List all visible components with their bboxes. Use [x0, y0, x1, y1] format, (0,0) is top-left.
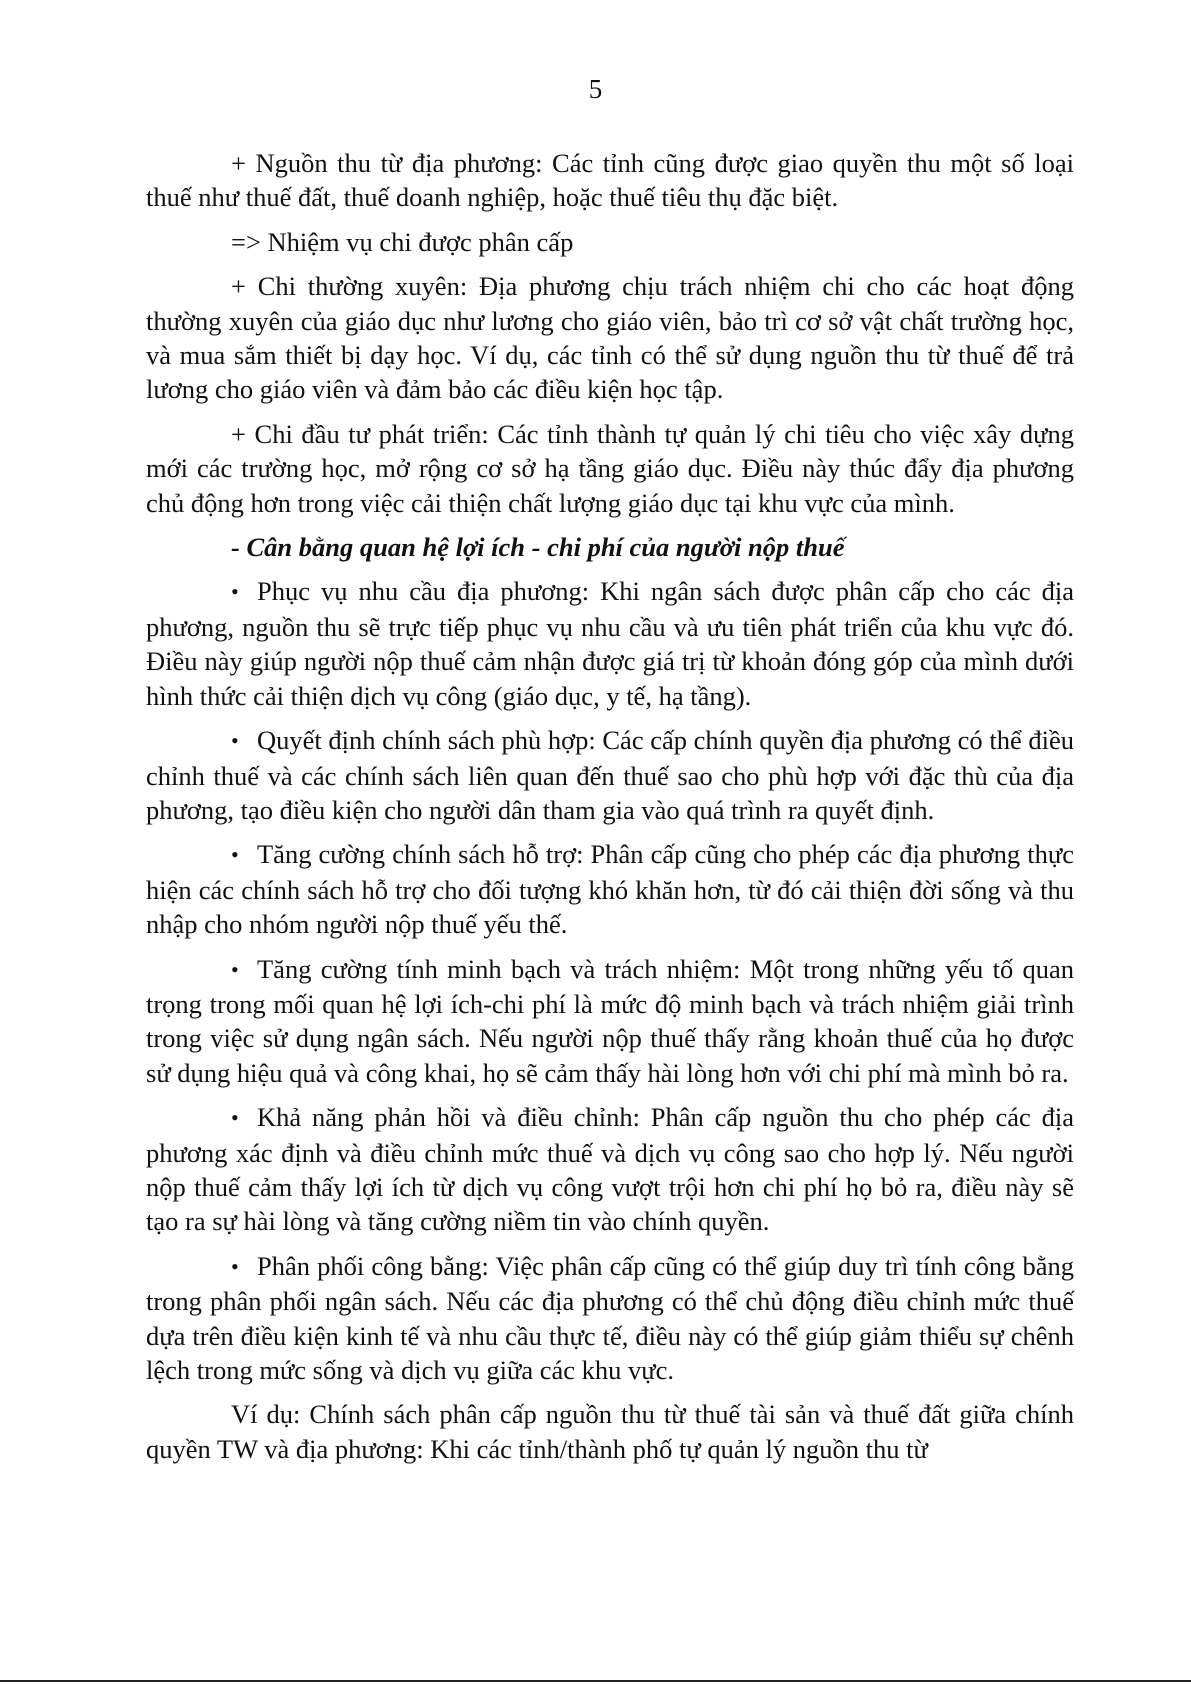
bullet-text: Quyết định chính sách phù hợp: Các cấp chính quyền địa phương có thể điều chỉnh thuế và các chính sách liên quan đến thuế sao cho phù hợp với đặc thù của địa phương, tạo điều kiện cho người dân tham gia vào quá trình ra quyết định. [146, 725, 1074, 825]
page-number: 5 [588, 74, 603, 104]
bullet-icon: • [231, 579, 239, 605]
bullet-icon: • [231, 1105, 239, 1131]
bullet-text: Tăng cường tính minh bạch và trách nhiệm: Một trong những yếu tố quan trọng trong mối quan hệ lợi ích-chi phí là mức độ minh bạch và trách nhiệm giải trình trong việc sử dụng ngân sách. Nếu người nộp thuế thấy rằng khoản thuế của họ được sử dụng hiệu quả và công khai, họ sẽ cảm thấy hài lòng hơn với chi phí mà mình bỏ ra. [146, 953, 1074, 1088]
paragraph-local-revenue: + Nguồn thu từ địa phương: Các tỉnh cũng được giao quyền thu một số loại thuế như thuế đất, thuế doanh nghiệp, hoặc thuế tiêu thụ đặc biệt. [146, 148, 1074, 213]
body-text [146, 146, 1074, 1476]
bullet-text: Khả năng phản hồi và điều chỉnh: Phân cấp nguồn thu cho phép các địa phương xác định và điều chỉnh mức thuế và dịch vụ công sao cho hợp lý. Nếu người nộp thuế cảm thấy lợi ích từ dịch vụ công vượt trội hơn chi phí họ bỏ ra, điều này sẽ tạo ra sự hài lòng và tăng cường niềm tin vào chính quyền. [146, 1102, 1074, 1237]
bullet-icon: • [231, 1253, 239, 1279]
paragraph-example: Ví dụ: Chính sách phân cấp nguồn thu từ thuế tài sản và thuế đất giữa chính quyền TW và địa phương: Khi các tỉnh/thành phố tự quản lý nguồn thu từ [146, 1399, 1074, 1464]
bullet-text: Phân phối công bằng: Việc phân cấp cũng có thể giúp duy trì tính công bằng trong phân phối ngân sách. Nếu các địa phương có thể chủ động điều chỉnh mức thuế dựa trên điều kiện kinh tế và nhu cầu thực tế, điều này có thể giúp giảm thiểu sự chênh lệch trong mức sống và dịch vụ giữa các khu vực. [146, 1250, 1074, 1385]
paragraph-recurrent-spending: + Chi thường xuyên: Địa phương chịu trách nhiệm chi cho các hoạt động thường xuyên của giáo dục như lương cho giáo viên, bảo trì cơ sở vật chất trường học, và mua sắm thiết bị dạy học. Ví dụ, các tỉnh có thể sử dụng nguồn thu từ thuế để trả lương cho giáo viên và đảm bảo các điều kiện học tập. [146, 271, 1074, 405]
bullet-text: Phục vụ nhu cầu địa phương: Khi ngân sách được phân cấp cho các địa phương, nguồn thu sẽ trực tiếp phục vụ nhu cầu và ưu tiên phát triển của khu vực đó. Điều này giúp người nộp thuế cảm nhận được giá trị từ khoản đóng góp của mình dưới hình thức cải thiện dịch vụ công (giáo dục, y tế, hạ tầng). [146, 576, 1074, 711]
bullet-text: Tăng cường chính sách hỗ trợ: Phân cấp cũng cho phép các địa phương thực hiện các chính sách hỗ trợ cho đối tượng khó khăn hơn, từ đó cải thiện đời sống và thu nhập cho nhóm người nộp thuế yếu thế. [146, 839, 1074, 940]
paragraph-spending-decentralized: => Nhiệm vụ chi được phân cấp [231, 226, 574, 257]
paragraph-development-investment: + Chi đầu tư phát triển: Các tỉnh thành tự quản lý chi tiêu cho việc xây dựng mới các trường học, mở rộng cơ sở hạ tầng giáo dục. Điều này thúc đẩy địa phương chủ động hơn trong việc cải thiện chất lượng giáo dục tại khu vực của mình. [146, 418, 1074, 518]
bullet-item-policy-decision [146, 723, 1074, 827]
bullet-icon: • [231, 956, 239, 982]
bullet-item-responsiveness [146, 1100, 1074, 1239]
bullet-item-transparency [146, 952, 1074, 1091]
bullet-icon: • [231, 728, 239, 754]
bottom-divider [0, 1680, 1191, 1682]
bullet-icon: • [231, 842, 239, 868]
bullet-item-local-needs [146, 574, 1074, 713]
bullet-item-support-policy [146, 837, 1074, 941]
bullet-item-fair-distribution [146, 1249, 1074, 1388]
section-heading: - Cân bằng quan hệ lợi ích - chi phí của người nộp thuế [231, 532, 845, 563]
